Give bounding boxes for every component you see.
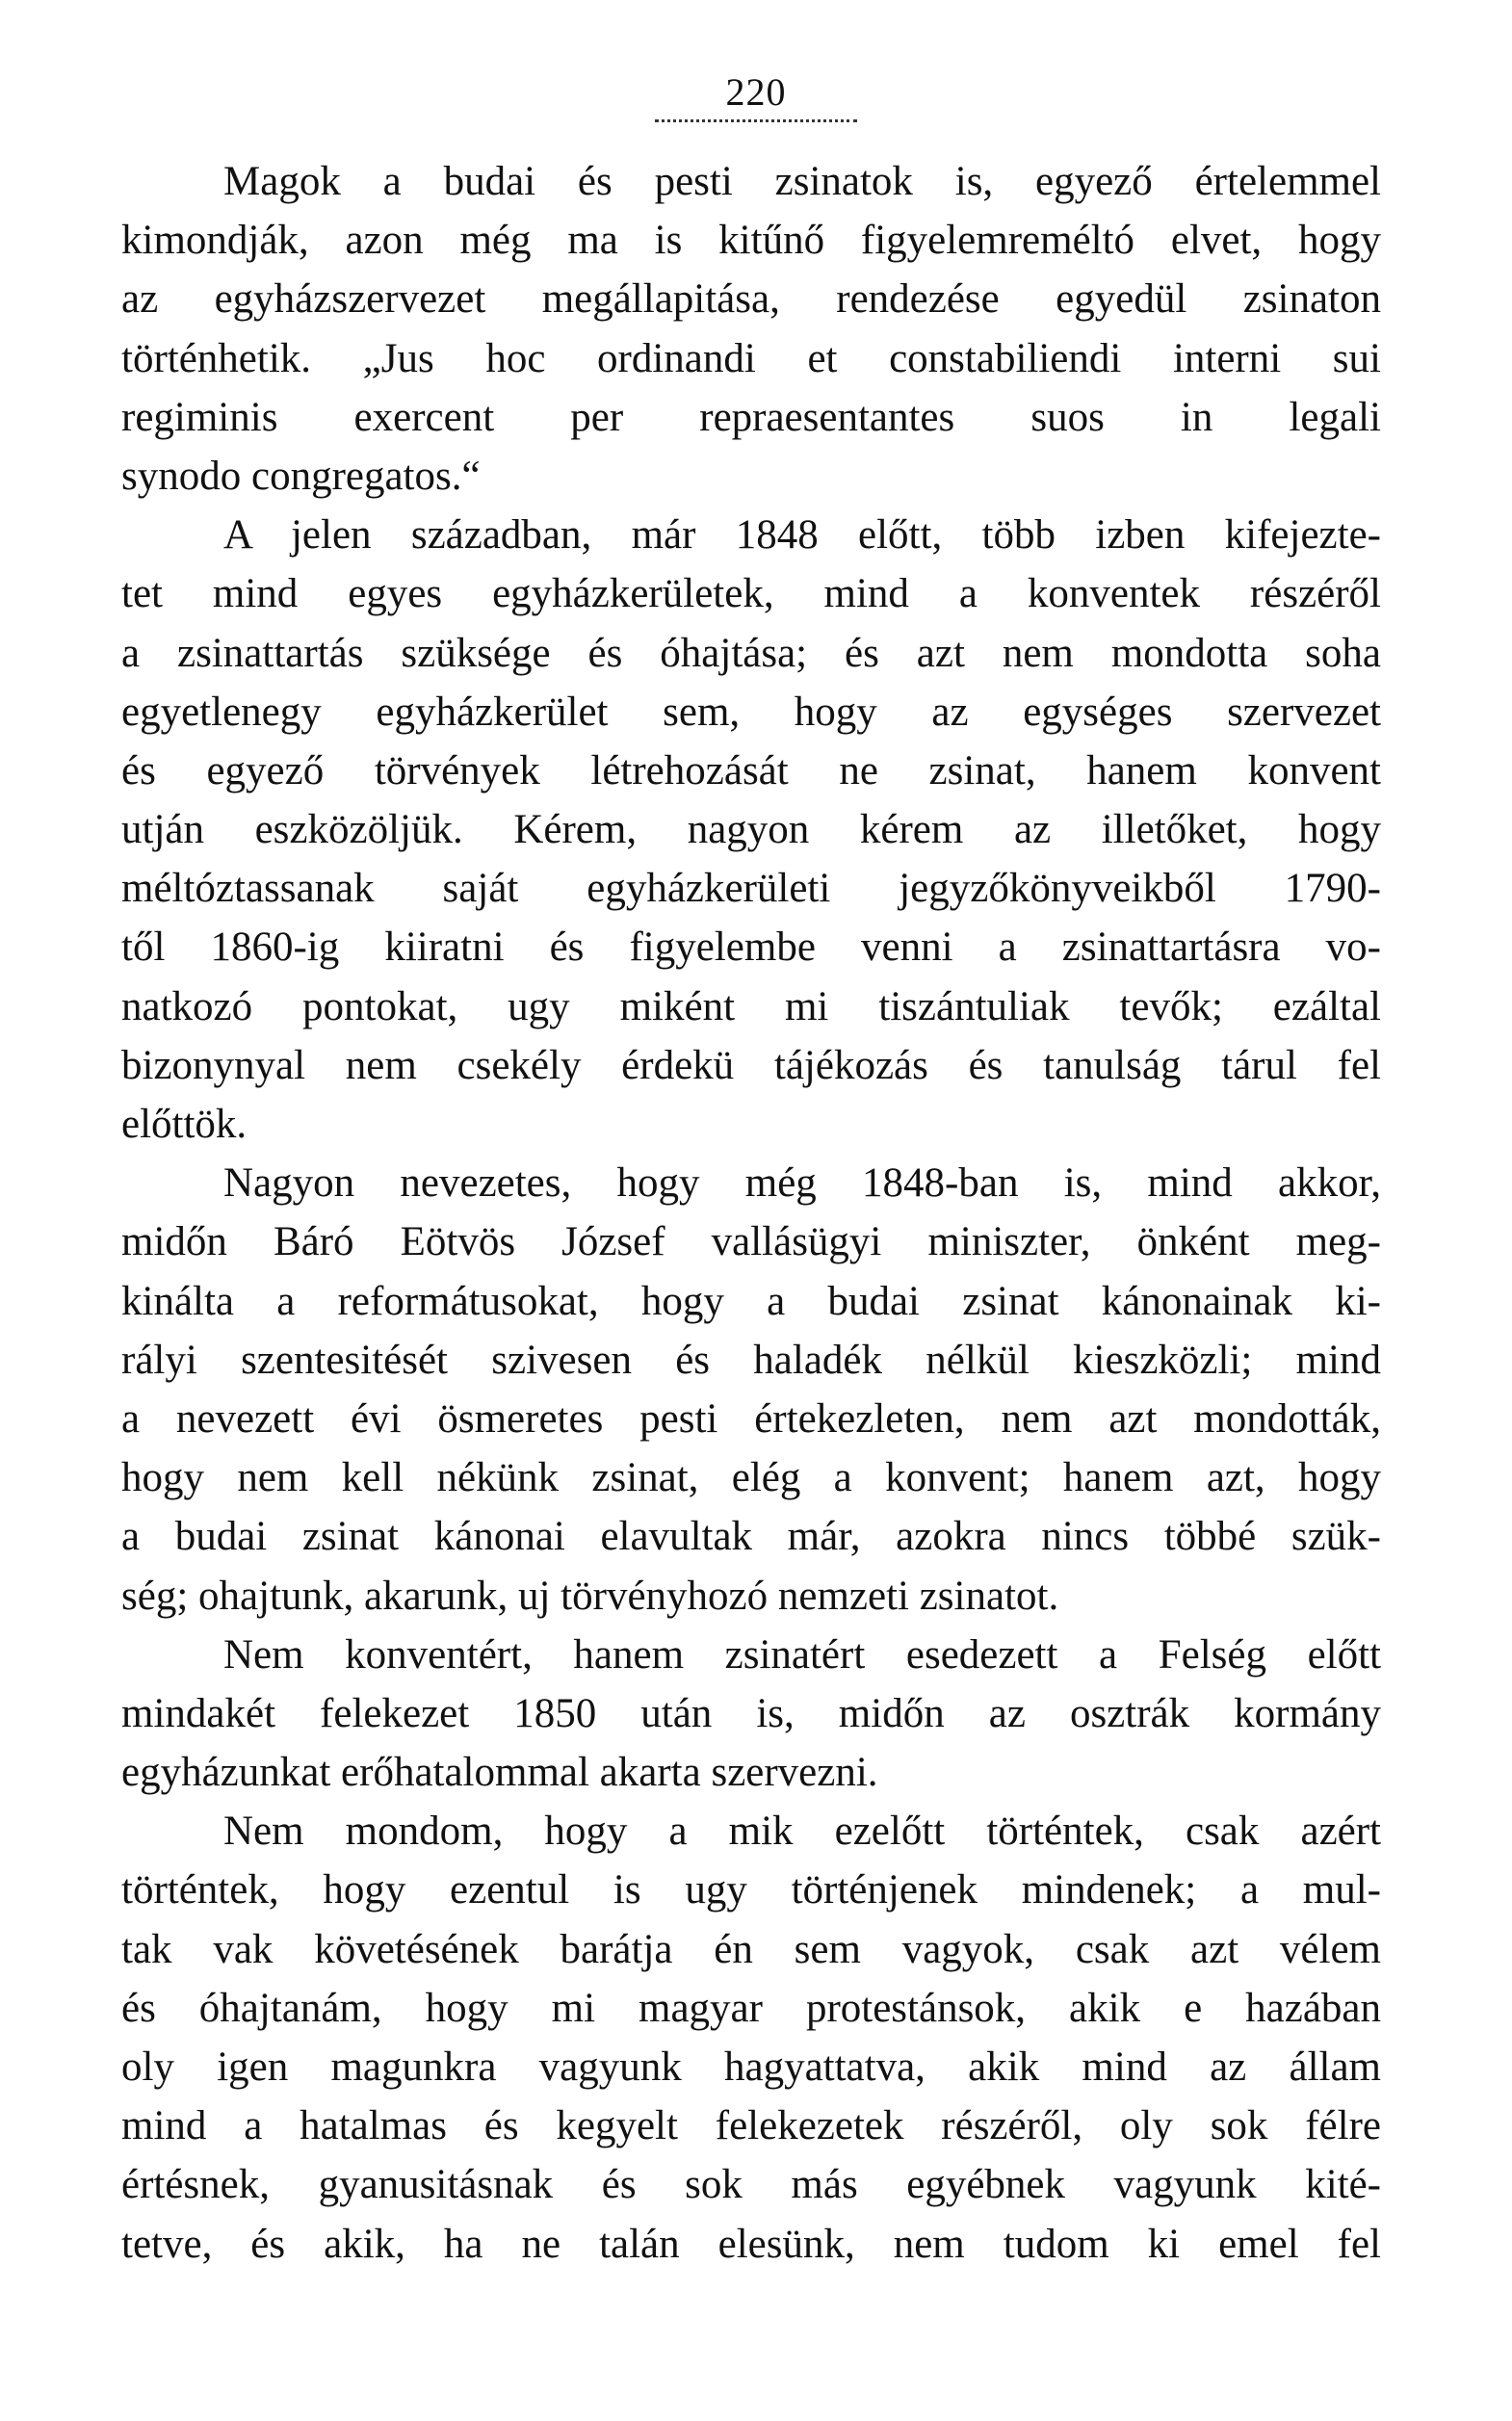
text-line: és egyező törvények létrehozását ne zsinat, hanem konvent <box>121 747 1381 794</box>
text-line: tet mind egyes egyházkerületek, mind a konventek részéről <box>121 571 1381 617</box>
text-line: az egyházszervezet megállapitása, rendezése egyedül zsinaton <box>121 276 1381 323</box>
text-line: előttök. <box>121 1102 248 1147</box>
header-decorative-rule <box>655 119 857 128</box>
text-line: oly igen magunkra vagyunk hagyattatva, akik mind az állam <box>121 2044 1381 2090</box>
text-line: történhetik. „Jus hoc ordinandi et constabiliendi interni sui <box>121 335 1381 381</box>
text-line: Nem mondom, hogy a mik ezelőtt történtek, csak azért <box>223 1809 1381 1855</box>
text-line: értésnek, gyanusitásnak és sok más egyébnek vagyunk kité- <box>121 2162 1381 2208</box>
text-line: bizonynyal nem csekély érdekü tájékozás és tanulság tárul fel <box>121 1042 1381 1088</box>
text-line: natkozó pontokat, ugy miként mi tiszántuliak tevők; ezáltal <box>121 983 1381 1029</box>
paragraph <box>121 506 1381 1154</box>
text-line: kimondják, azon még ma is kitűnő figyelemreméltó elvet, hogy <box>121 218 1381 264</box>
text-line: méltóztassanak saját egyházkerületi jegyzőkönyveikből 1790- <box>121 866 1381 912</box>
text-line: Magok a budai és pesti zsinatok is, egyező értelemmel <box>223 159 1381 204</box>
paragraph <box>121 1626 1381 1803</box>
text-line: A jelen században, már 1848 előtt, több izben kifejezte- <box>223 512 1381 559</box>
text-line: mindakét felekezet 1850 után is, midőn az osztrák kormány <box>121 1690 1381 1736</box>
text-line: a budai zsinat kánonai elavultak már, azokra nincs többé szük- <box>121 1514 1381 1560</box>
text-line: tak vak követésének barátja én sem vagyok, csak azt vélem <box>121 1926 1381 1972</box>
paragraph <box>121 1154 1381 1626</box>
text-line: utján eszközöljük. Kérem, nagyon kérem az illetőket, hogy <box>121 807 1381 853</box>
text-line: Nagyon nevezetes, hogy még 1848-ban is, mind akkor, <box>223 1160 1381 1207</box>
text-line: egyetlenegy egyházkerület sem, hogy az egységes szervezet <box>121 689 1381 735</box>
text-line: és óhajtanám, hogy mi magyar protestánsok, akik e hazában <box>121 1985 1381 2031</box>
text-line: tetve, és akik, ha ne talán elesünk, nem tudom ki emel fel <box>121 2221 1381 2267</box>
text-line: kinálta a reformátusokat, hogy a budai zsinat kánonainak ki- <box>121 1278 1381 1324</box>
page-number: 220 <box>725 70 787 114</box>
text-line: midőn Báró Eötvös József vallásügyi miniszter, önként meg- <box>121 1219 1381 1265</box>
text-line: Nem konventért, hanem zsinatért esedezett a Felség előtt <box>223 1631 1381 1678</box>
text-line: a zsinattartás szüksége és óhajtása; és azt nem mondotta soha <box>121 630 1381 676</box>
text-line: történtek, hogy ezentul is ugy történjenek mindenek; a mul- <box>121 1867 1381 1913</box>
text-line: mind a hatalmas és kegyelt felekezetek részéről, oly sok félre <box>121 2103 1381 2149</box>
text-line: egyházunkat erőhatalommal akarta szervezni. <box>121 1750 878 1796</box>
body-text <box>121 152 1381 2274</box>
text-line: hogy nem kell nékünk zsinat, elég a konvent; hanem azt, hogy <box>121 1455 1381 1501</box>
paragraph <box>121 1802 1381 2274</box>
text-line: synodo congregatos.“ <box>121 453 481 499</box>
text-line: a nevezett évi ösmeretes pesti értekezleten, nem azt mondották, <box>121 1395 1381 1442</box>
text-line: ség; ohajtunk, akarunk, uj törvényhozó nemzeti zsinatot. <box>121 1573 1059 1619</box>
text-line: rályi szentesitését szivesen és haladék nélkül kieszközli; mind <box>121 1337 1381 1383</box>
paragraph <box>121 152 1381 506</box>
text-line: től 1860-ig kiiratni és figyelembe venni a zsinattartásra vo- <box>121 924 1381 971</box>
text-line: regiminis exercent per repraesentantes suos in legali <box>121 394 1381 440</box>
